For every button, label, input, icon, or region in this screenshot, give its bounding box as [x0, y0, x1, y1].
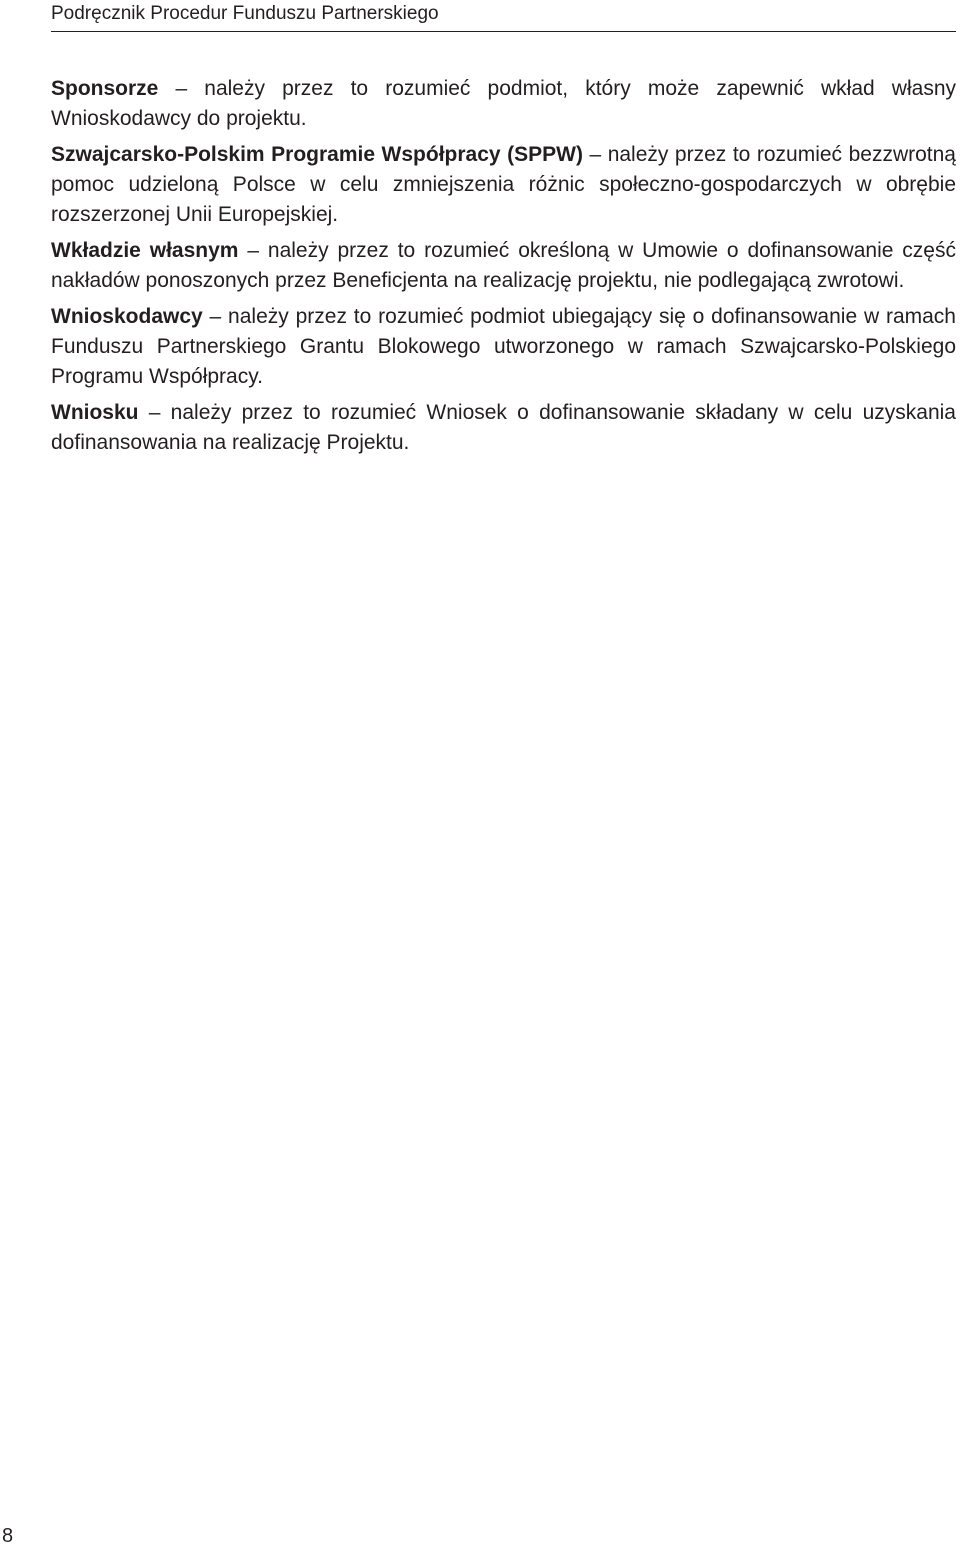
definition-text: – należy przez to rozumieć bezzwrotną pomoc udzieloną Polsce w celu zmniejszenia różnic społeczno-gospodarczych w obrębie rozszerzonej Unii Europejskiej. — [51, 143, 956, 226]
definition-term: Szwajcarsko-Polskim Programie Współpracy (SPPW) — [51, 143, 583, 166]
definition-term: Wnioskodawcy — [51, 305, 203, 328]
definition-sponsorze — [51, 74, 956, 134]
running-header — [51, 2, 956, 32]
definitions-list — [51, 74, 956, 464]
definition-wnioskodawca — [51, 302, 956, 392]
definition-text: – należy przez to rozumieć podmiot, który może zapewnić wkład własny Wnioskodawcy do projektu. — [51, 77, 956, 130]
definition-text: – należy przez to rozumieć Wniosek o dofinansowanie składany w celu uzyskania dofinansowania na realizację Projektu. — [51, 401, 956, 454]
definition-text: – należy przez to rozumieć podmiot ubiegający się o dofinansowanie w ramach Funduszu Partnerskiego Grantu Blokowego utworzonego w ramach Szwajcarsko-Polskiego Programu Współpracy. — [51, 305, 956, 388]
definition-sppw — [51, 140, 956, 230]
definition-term: Wniosku — [51, 401, 139, 424]
page-number: 8 — [2, 1525, 14, 1547]
definition-text: – należy przez to rozumieć określoną w Umowie o dofinansowanie część nakładów ponoszonych przez Beneficjenta na realizację projektu, nie podlegającą zwrotowi. — [51, 239, 956, 292]
document-title: Podręcznik Procedur Funduszu Partnerskiego — [51, 3, 439, 24]
definition-wniosek — [51, 398, 956, 458]
definition-term: Sponsorze — [51, 77, 159, 100]
definition-wklad-wlasny — [51, 236, 956, 296]
definition-term: Wkładzie własnym — [51, 239, 239, 262]
